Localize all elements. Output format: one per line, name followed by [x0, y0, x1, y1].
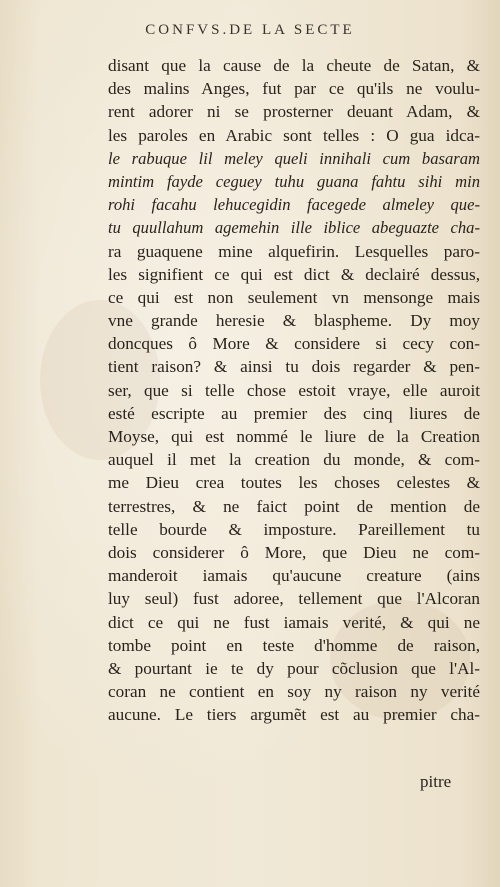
text-line: ce qui est non seulement vn mensonge mais: [108, 287, 480, 307]
text-line: les signifient ce qui est dict & declairé dessus,: [108, 264, 480, 284]
text-line: doncques ô More & considere si cecy con-: [108, 334, 480, 354]
text-line: rohi facahu lehucegidin facegede almeley que-: [108, 195, 480, 215]
text-line: tu quullahum agemehin ille iblice abeguazte cha-: [108, 218, 480, 238]
text-line: auquel il met la creation du monde, & com-: [108, 450, 480, 470]
text-line: luy seul) fust adoree, tellement que l'Alcoran: [108, 589, 480, 609]
text-line: telle bourde & imposture. Pareillement tu: [108, 519, 480, 539]
text-line: coran ne contient en soy ny raison ny verité: [108, 682, 480, 702]
text-line: Moyse, qui est nommé le liure de la Creation: [108, 427, 480, 446]
text-line: ser, que si telle chose estoit vraye, elle auroit: [108, 380, 480, 400]
text-line: tient raison? & ainsi tu dois regarder & pen-: [108, 357, 480, 377]
text-line: les paroles en Arabic sont telles : O gua idca-: [108, 125, 480, 145]
text-line: rent adorer ni se prosterner deuant Adam, &: [108, 102, 480, 122]
text-line: esté escripte au premier des cinq liures de: [108, 403, 480, 423]
text-line: tombe point en teste d'homme de raison,: [108, 635, 480, 655]
text-line: vne grande heresie & blaspheme. Dy moy: [108, 311, 480, 331]
text-line: le rabuque lil meley queli innihali cum basaram: [108, 148, 480, 168]
text-line: & pourtant ie te dy pour cõclusion que l'Al-: [108, 658, 480, 678]
text-line: des malins Anges, fut par ce qu'ils ne voulu-: [108, 79, 480, 99]
text-line: manderoit iamais qu'aucune creature (ains: [108, 566, 480, 586]
text-line: aucune. Le tiers argumẽt est au premier cha-: [108, 705, 480, 725]
running-title: CONFVS.DE LA SECTE: [145, 22, 355, 38]
catchword: pitre: [420, 772, 452, 791]
text-line: mintim fayde ceguey tuhu guana fahtu sihi min: [108, 171, 480, 191]
text-line: ra guaquene mine alquefirin. Lesquelles paro-: [108, 241, 480, 261]
text-line: disant que la cause de la cheute de Satan, &: [108, 56, 480, 75]
text-line: me Dieu crea toutes les choses celestes &: [108, 473, 480, 493]
text-line: dict ce qui ne fust iamais verité, & qui ne: [108, 612, 480, 632]
text-line: dois considerer ô More, que Dieu ne com-: [108, 542, 480, 562]
body-text: [108, 54, 480, 726]
text-line: terrestres, & ne faict point de mention de: [108, 496, 480, 516]
